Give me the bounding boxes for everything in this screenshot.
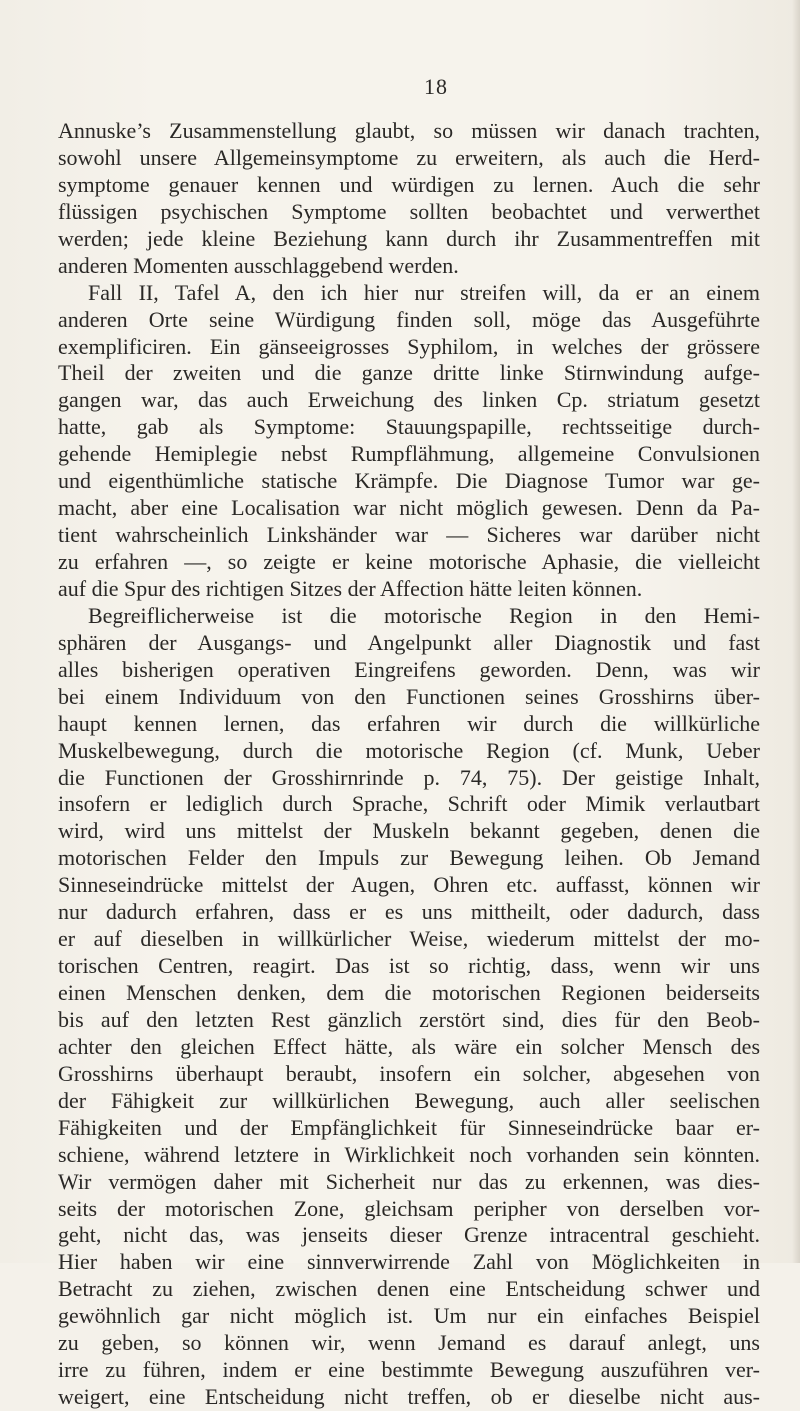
page-number: 18 — [424, 74, 448, 99]
text-line: gangen war, das auch Erweichung des linken Cp. striatum gesetzt — [58, 387, 760, 413]
text-line: gewöhnlich gar nicht möglich ist. Um nur ein einfaches Beispiel — [58, 1303, 760, 1329]
text-line: Grosshirns überhaupt beraubt, insofern ein solcher, abgesehen von — [58, 1060, 760, 1086]
text-line: bei einem Individuum von den Functionen seines Grosshirns über- — [58, 683, 760, 709]
text-line: Betracht zu ziehen, zwischen denen eine Entscheidung schwer und — [58, 1276, 760, 1302]
text-line: alles bisherigen operativen Eingreifens geworden. Denn, was wir — [58, 656, 760, 682]
text-line: der Fähigkeit zur willkürlichen Bewegung, auch aller seelischen — [58, 1087, 760, 1113]
text-line: Sinneseindrücke mittelst der Augen, Ohren etc. auffasst, können wir — [58, 872, 760, 898]
page-edge-shadow — [792, 0, 800, 1263]
text-line: er auf dieselben in willkürlicher Weise, wiederum mittelst der mo- — [58, 926, 760, 952]
text-line: anderen Momenten ausschlaggebend werden. — [58, 252, 459, 278]
body-text — [58, 118, 760, 1411]
text-line: einen Menschen denken, dem die motorischen Regionen beiderseits — [58, 980, 760, 1005]
text-line: weigert, eine Entscheidung nicht treffen, ob er dieselbe nicht aus- — [58, 1384, 760, 1410]
text-line: geht, nicht das, was jenseits dieser Grenze intracentral geschieht. — [58, 1222, 760, 1248]
text-line: Fähigkeiten und der Empfänglichkeit für Sinneseindrücke baar er- — [58, 1114, 760, 1140]
text-line: exemplificiren. Ein gänseeigrosses Syphilom, in welches der grössere — [58, 333, 760, 359]
text-line: wird, wird uns mittelst der Muskeln bekannt gegeben, denen die — [58, 818, 760, 844]
text-line: sowohl unsere Allgemeinsymptome zu erweitern, als auch die Herd- — [58, 144, 760, 170]
text-line: sphären der Ausgangs- und Angelpunkt aller Diagnostik und fast — [58, 629, 760, 655]
text-line: Annuske’s Zusammenstellung glaubt, so müssen wir danach trachten, — [58, 118, 760, 143]
text-line: nur dadurch erfahren, dass er es uns mittheilt, oder dadurch, dass — [58, 899, 760, 925]
text-line: zu geben, so können wir, wenn Jemand es darauf anlegt, uns — [58, 1330, 760, 1356]
text-line: Fall II, Tafel A, den ich hier nur streifen will, da er an einem — [88, 279, 760, 305]
text-line: Muskelbewegung, durch die motorische Region (cf. Munk, Ueber — [58, 737, 760, 763]
text-line: macht, aber eine Localisation war nicht möglich gewesen. Denn da Pa- — [58, 495, 760, 521]
text-line: auf die Spur des richtigen Sitzes der Affection hätte leiten können. — [58, 575, 643, 601]
text-line: flüssigen psychischen Symptome sollten beobachtet und verwerthet — [58, 198, 760, 224]
text-line: tient wahrscheinlich Linkshänder war — Sicheres war darüber nicht — [58, 522, 760, 548]
text-line: gehende Hemiplegie nebst Rumpflähmung, allgemeine Convulsionen — [58, 441, 760, 467]
text-line: anderen Orte seine Würdigung finden soll, möge das Ausgeführte — [58, 306, 760, 332]
text-line: und eigenthümliche statische Krämpfe. Die Diagnose Tumor war ge- — [58, 468, 760, 494]
text-line: motorischen Felder den Impuls zur Bewegung leihen. Ob Jemand — [58, 845, 760, 871]
text-line: schiene, während letztere in Wirklichkeit noch vorhanden sein könnten. — [58, 1141, 760, 1167]
text-line: seits der motorischen Zone, gleichsam peripher von derselben vor- — [58, 1195, 760, 1221]
text-line: die Functionen der Grosshirnrinde p. 74, 75). Der geistige Inhalt, — [58, 764, 760, 790]
text-line: bis auf den letzten Rest gänzlich zerstört sind, dies für den Beob- — [58, 1006, 760, 1032]
text-line: irre zu führen, indem er eine bestimmte Bewegung auszuführen ver- — [58, 1357, 760, 1383]
text-line: Wir vermögen daher mit Sicherheit nur das zu erkennen, was dies- — [58, 1168, 760, 1194]
text-line: zu erfahren —, so zeigte er keine motorische Aphasie, die vielleicht — [58, 549, 760, 574]
text-line: symptome genauer kennen und würdigen zu lernen. Auch die sehr — [58, 171, 760, 197]
text-line: Theil der zweiten und die ganze dritte linke Stirnwindung aufge- — [58, 360, 760, 386]
text-line: achter den gleichen Effect hätte, als wäre ein solcher Mensch des — [58, 1033, 760, 1059]
text-line: hatte, gab als Symptome: Stauungspapille, rechtsseitige durch- — [58, 414, 760, 440]
text-line: Hier haben wir eine sinnverwirrende Zahl von Möglichkeiten in — [58, 1249, 760, 1275]
text-line: haupt kennen lernen, das erfahren wir durch die willkürliche — [58, 710, 760, 736]
text-line: werden; jede kleine Beziehung kann durch ihr Zusammentreffen mit — [58, 225, 760, 251]
text-line: torischen Centren, reagirt. Das ist so richtig, dass, wenn wir uns — [58, 953, 760, 979]
text-line: Begreiflicherweise ist die motorische Region in den Hemi- — [88, 602, 760, 628]
text-line: insofern er lediglich durch Sprache, Schrift oder Mimik verlautbart — [58, 791, 760, 817]
